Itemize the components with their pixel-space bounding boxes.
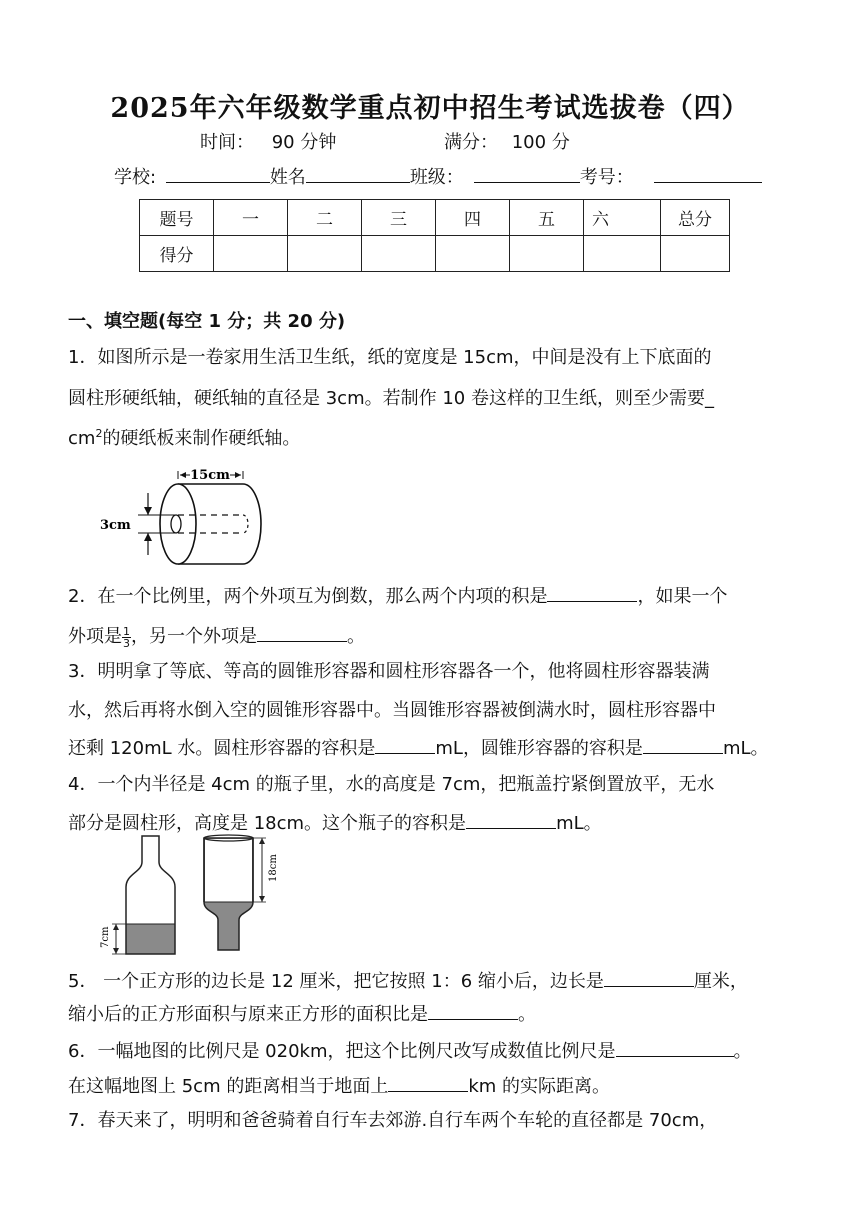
exam-no-blank[interactable] xyxy=(654,164,762,183)
q3-line-3-mid: mL，圆锥形容器的容积是 xyxy=(435,738,643,759)
header-cell: 三 xyxy=(362,200,436,236)
class-blank[interactable] xyxy=(474,164,580,183)
q3-line-1: 3．明明拿了等底、等高的圆锥形容器和圆柱形容器各一个，他将圆柱形容器装满 xyxy=(68,661,710,682)
fig-outline xyxy=(180,472,186,478)
score-row-label: 得分 xyxy=(140,236,214,272)
score-table xyxy=(139,199,730,272)
q2-line-1 xyxy=(68,582,727,608)
q1-unit: cm xyxy=(68,428,96,449)
name-blank[interactable] xyxy=(306,164,410,183)
fig-shape xyxy=(259,838,265,844)
q3-blank-2[interactable] xyxy=(643,735,723,754)
q3-line-3 xyxy=(68,734,769,760)
score-table-header-row xyxy=(140,200,730,236)
fig-outline xyxy=(243,515,248,533)
q5-blank-2[interactable] xyxy=(428,1001,518,1020)
fig-outline xyxy=(144,507,152,515)
q5-line-2-tail: 。 xyxy=(518,1004,536,1025)
header-cell: 六 xyxy=(584,200,661,236)
time-label: 时间： xyxy=(200,132,254,153)
fraction-denominator: 3 xyxy=(123,636,130,650)
q2-line-1-tail: ，如果一个 xyxy=(637,586,728,607)
q5-line-2 xyxy=(68,1000,536,1026)
q2-fraction xyxy=(122,626,131,649)
section-1-heading: 一、填空题(每空 1 分；共 20 分) xyxy=(68,311,346,332)
fig-empty-height-label: 18cm xyxy=(268,854,279,882)
score-cell[interactable] xyxy=(661,236,730,272)
q6-line-2 xyxy=(68,1072,610,1098)
q1-line-1: 1．如图所示是一卷家用生活卫生纸，纸的宽度是 15cm，中间是没有上下底面的 xyxy=(68,347,712,368)
q1-line-3-text: 的硬纸板来制作硬纸轴。 xyxy=(102,428,301,449)
q2-line-2-mid: ，另一个外项是 xyxy=(131,626,257,647)
q5-blank-1[interactable] xyxy=(604,968,694,987)
full-score-label: 满分： xyxy=(444,132,498,153)
q2-line-2 xyxy=(68,622,365,649)
q5-line-2-text: 缩小后的正方形面积与原来正方形的面积比是 xyxy=(68,1004,428,1025)
school-blank[interactable] xyxy=(166,164,270,183)
score-table-score-row xyxy=(140,236,730,272)
q3-line-2: 水，然后再将水倒入空的圆锥形容器中。当圆锥形容器被倒满水时，圆柱形容器中 xyxy=(68,700,716,721)
q3-blank-1[interactable] xyxy=(375,735,435,754)
q3-line-3-tail: mL。 xyxy=(722,738,769,759)
score-cell[interactable] xyxy=(436,236,510,272)
class-label: 班级： xyxy=(409,167,464,188)
q2-line-1-text: 2．在一个比例里，两个外项互为倒数，那么两个内项的积是 xyxy=(68,586,548,607)
q1-line-3 xyxy=(68,424,300,450)
time-value: 90 分钟 xyxy=(271,132,337,153)
fig-shape xyxy=(205,839,252,902)
q4-blank[interactable] xyxy=(466,810,556,829)
fig-shape xyxy=(259,896,265,902)
exam-no-label: 考号： xyxy=(579,167,634,188)
student-info-line xyxy=(114,163,762,189)
q3-line-3-text: 还剩 120mL 水。圆柱形容器的容积是 xyxy=(68,738,376,759)
q2-blank-1[interactable] xyxy=(547,583,637,602)
header-cell: 总分 xyxy=(661,200,730,236)
q6-line-2-text: 在这幅地图上 5cm 的距离相当于地面上 xyxy=(68,1076,389,1097)
q2-blank-2[interactable] xyxy=(257,623,347,642)
score-cell[interactable] xyxy=(510,236,584,272)
q6-line-1-text: 6．一幅地图的比例尺是 020km，把这个比例尺改写成数值比例尺是 xyxy=(68,1041,616,1062)
header-cell: 一 xyxy=(214,200,288,236)
fig-width-label: 15cm xyxy=(190,468,230,483)
q4-line-2-tail: mL。 xyxy=(556,813,602,834)
q6-line-2-tail: km 的实际距离。 xyxy=(468,1076,611,1097)
q7-line-1: 7．春天来了，明明和爸爸骑着自行车去郊游.自行车两个车轮的直径都是 70cm， xyxy=(68,1110,718,1131)
score-cell[interactable] xyxy=(288,236,362,272)
fig-dia-label: 3cm xyxy=(100,518,131,533)
fig-shape xyxy=(113,924,119,930)
score-cell[interactable] xyxy=(584,236,661,272)
q4-line-1: 4．一个内半径是 4cm 的瓶子里，水的高度是 7cm，把瓶盖拧紧倒置放平，无水 xyxy=(68,774,715,795)
q2-line-2-text: 外项是 xyxy=(68,626,122,647)
fig-shape xyxy=(113,948,119,954)
q6-line-1-tail: 。 xyxy=(733,1041,752,1062)
q4-line-2-text: 部分是圆柱形，高度是 18cm。这个瓶子的容积是 xyxy=(68,813,467,834)
score-cell[interactable] xyxy=(362,236,436,272)
header-cell: 五 xyxy=(510,200,584,236)
q5-line-1-text: 5． 一个正方形的边长是 12 厘米，把它按照 1：6 缩小后，边长是 xyxy=(68,971,604,992)
q2-line-2-tail: 。 xyxy=(347,626,365,647)
score-cell[interactable] xyxy=(214,236,288,272)
header-cell: 四 xyxy=(436,200,510,236)
header-cell: 二 xyxy=(288,200,362,236)
header-cell: 题号 xyxy=(140,200,214,236)
q1-line-2: 圆柱形硬纸轴，硬纸轴的直径是 3cm。若制作 10 卷这样的卫生纸，则至少需要_ xyxy=(68,388,714,409)
q1-unit-sup: 2 xyxy=(95,427,103,440)
q6-blank-2[interactable] xyxy=(388,1073,468,1092)
fig-outline xyxy=(160,484,196,564)
school-label: 学校: xyxy=(114,167,157,188)
q5-line-1-tail: 厘米， xyxy=(693,971,748,992)
fig-outline xyxy=(235,472,241,478)
fig-water-height-label: 7cm xyxy=(100,926,111,948)
fig-outline xyxy=(144,533,152,541)
fig-shape xyxy=(126,924,175,954)
toilet-paper-roll-figure xyxy=(98,460,273,565)
q5-line-1 xyxy=(68,967,748,993)
full-score-info xyxy=(444,128,570,154)
q6-line-1 xyxy=(68,1037,752,1063)
bottle-figure xyxy=(94,832,294,962)
q6-blank-1[interactable] xyxy=(616,1038,734,1057)
time-info xyxy=(200,128,336,154)
full-score-value: 100 分 xyxy=(511,132,570,153)
name-label: 姓名 xyxy=(269,167,306,188)
fraction-numerator: 1 xyxy=(123,624,130,638)
page-title: 2025年六年级数学重点初中招生考试选拔卷（四） xyxy=(110,93,750,124)
